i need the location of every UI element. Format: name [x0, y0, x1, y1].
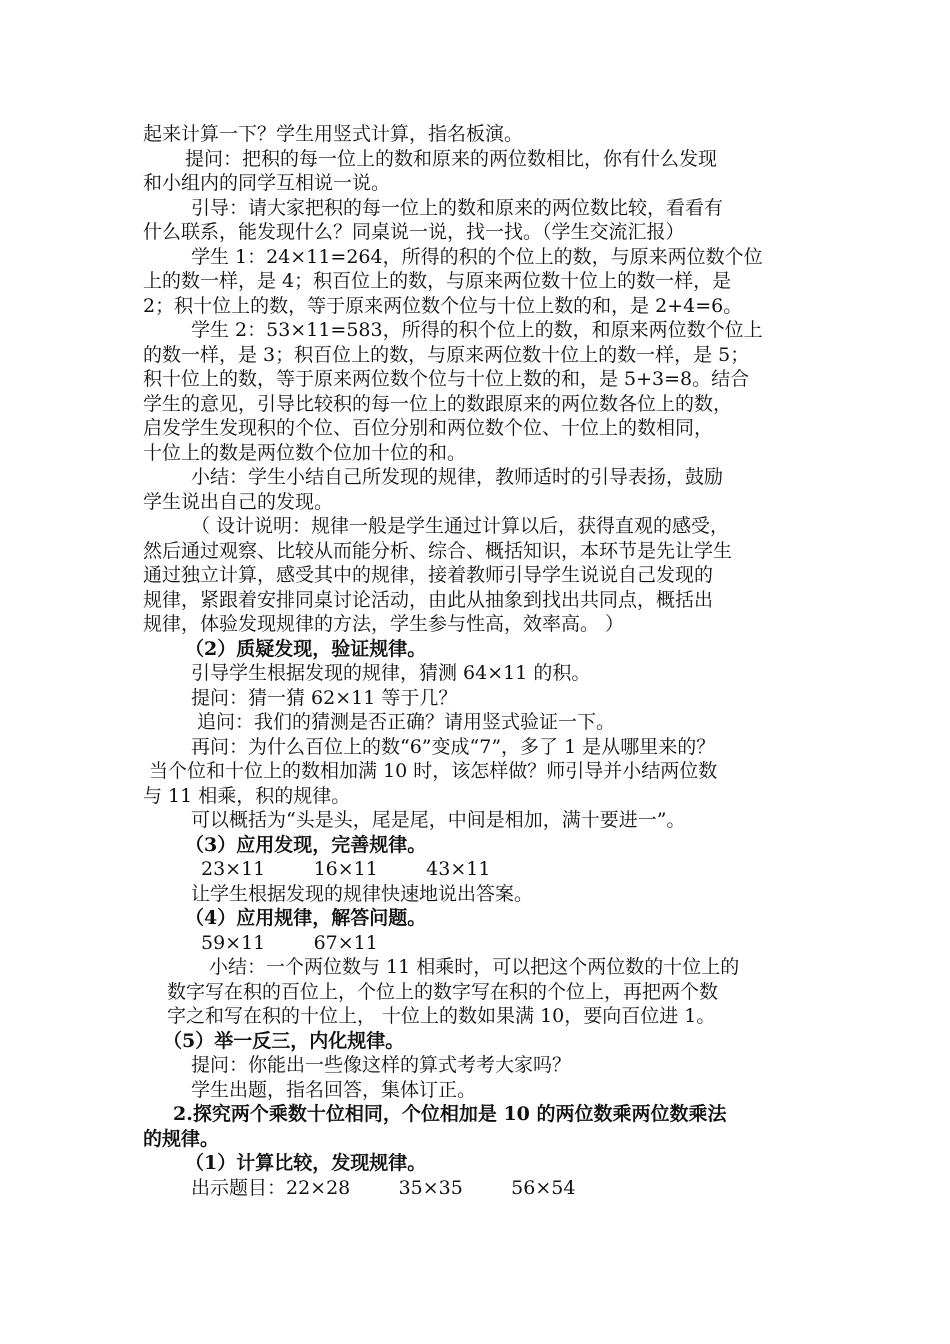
text-line: 然后通过观察、比较从而能分析、综合、概括知识，本环节是先让学生 — [143, 539, 733, 562]
text-line: 让学生根据发现的规律快速地说出答案。 — [191, 882, 534, 905]
text-line: 启发学生发现积的个位、百位分别和两位数个位、十位上的数相同， — [143, 417, 714, 439]
section-heading: （3）应用发现，完善规律。 — [185, 833, 427, 856]
text-line: 上的数一样，是 4；积百位上的数，与原来两位数十位上的数一样，是 — [143, 270, 732, 292]
text-line: 和小组内的同学互相说一说。 — [143, 172, 391, 194]
section-heading: 2.探究两个乘数十位相同，个位相加是 10 的两位数乘两位数乘法 — [173, 1103, 727, 1125]
section-heading: 的规律。 — [143, 1127, 220, 1150]
text-line: 小结：一个两位数与 11 相乘时，可以把这个两位数的十位上的 — [209, 956, 740, 978]
text-line: 小结：学生小结自己所发现的规律，教师适时的引导表扬，鼓励 — [191, 466, 724, 488]
text-line: 再问：为什么百位上的数“6”变成“7”，多了 1 是从哪里来的？ — [191, 735, 716, 758]
exercise-line: 59×11 67×11 — [201, 931, 378, 954]
text-line: 可以概括为“头是头，尾是尾，中间是相加，满十要进一”。 — [191, 809, 686, 831]
section-heading: （5）举一反三，内化规律。 — [163, 1029, 405, 1052]
text-line: 提问：猜一猜 62×11 等于几？ — [191, 686, 458, 709]
text-line: 引导学生根据发现的规律，猜测 64×11 的积。 — [191, 662, 591, 684]
text-line: 学生出题，指名回答，集体订正。 — [191, 1078, 477, 1101]
text-line: 起来计算一下？学生用竖式计算，指名板演。 — [143, 123, 524, 145]
text-line: 什么联系，能发现什么？同桌说一说，找一找。（学生交流汇报） — [143, 221, 685, 243]
text-line: 规律，体验发现规律的方法，学生参与性高，效率高。 ） — [143, 613, 625, 635]
text-line: 的数一样，是 3；积百位上的数，与原来两位数十位上的数一样，是 5； — [143, 343, 750, 366]
text-line: 提问：你能出一些像这样的算式考考大家吗？ — [191, 1054, 572, 1076]
exercise-line: 23×11 16×11 43×11 — [201, 858, 491, 880]
text-line: 学生的意见，引导比较积的每一位上的数跟原来的两位数各位上的数， — [143, 392, 733, 415]
text-line: （ 设计说明：规律一般是学生通过计算以后，获得直观的感受， — [191, 515, 730, 537]
text-line: 规律，紧跟着安排同桌讨论活动，由此从抽象到找出共同点，概括出 — [143, 588, 714, 611]
document-body — [143, 122, 823, 1200]
text-line: 引导：请大家把积的每一位上的数和原来的两位数比较，看看有 — [191, 196, 724, 219]
exercise-line: 出示题目：22×28 35×35 56×54 — [191, 1176, 576, 1199]
text-line: 学生说出自己的发现。 — [143, 490, 334, 513]
text-line: 数字写在积的百位上，个位上的数字写在积的个位上，再把两个数 — [167, 980, 719, 1003]
text-line: 与 11 相乘，积的规律。 — [143, 784, 351, 807]
text-line: 提问：把积的每一位上的数和原来的两位数相比，你有什么发现 — [185, 147, 718, 170]
text-line: 通过独立计算，感受其中的规律，接着教师引导学生说说自己发现的 — [143, 564, 714, 586]
section-heading: （4）应用规律，解答问题。 — [185, 907, 427, 929]
text-line: 十位上的数是两位数个位加十位的和。 — [143, 441, 467, 464]
text-line: 学生 2：53×11=583，所得的积个位上的数，和原来两位数个位上 — [191, 319, 763, 341]
text-line: 学生 1：24×11=264，所得的积的个位上的数，与原来两位数个位 — [191, 245, 763, 268]
section-heading: （1）计算比较，发现规律。 — [185, 1152, 427, 1174]
text-line: 追问：我们的猜测是否正确？请用竖式验证一下。 — [197, 711, 616, 733]
text-line: 当个位和十位上的数相加满 10 时，该怎样做？师引导并小结两位数 — [143, 760, 718, 782]
text-line: 字之和写在积的十位上， 十位上的数如果满 10，要向百位进 1。 — [167, 1005, 716, 1027]
text-line: 积十位上的数，等于原来两位数个位与十位上数的和，是 5+3=8。结合 — [143, 368, 750, 390]
section-heading: （2）质疑发现，验证规律。 — [185, 637, 427, 660]
text-line: 2；积十位上的数，等于原来两位数个位与十位上数的和，是 2+4=6。 — [143, 294, 743, 317]
